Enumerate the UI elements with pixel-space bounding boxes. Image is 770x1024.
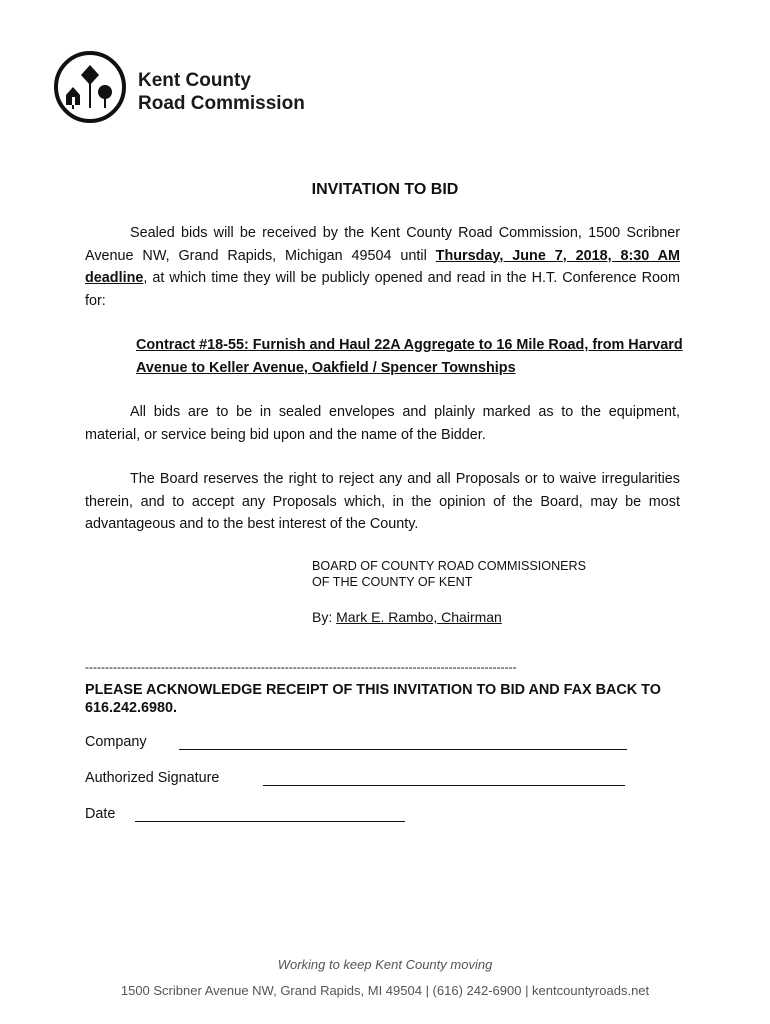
authorized-signature-label: Authorized Signature (85, 770, 220, 786)
footer-address: 1500 Scribner Avenue NW, Grand Rapids, MI 49504 | (616) 242-6900 | kentcountyroads.net (120, 983, 650, 998)
contract-title: Contract #18-55: Furnish and Haul 22A Aggregate to 16 Mile Road, from Harvard Avenue to Keller Avenue, Oakfield / Spencer Townships (136, 337, 683, 376)
by-label: By: (312, 609, 337, 625)
separator-line: ------------------------------------------------------------------------------------------------------------ (85, 660, 517, 674)
organization-name (138, 69, 305, 115)
para1-text-after: , at which time they will be publicly opened and read in the H.T. Conference Room for: (85, 270, 680, 309)
document-title: INVITATION TO BID (311, 181, 459, 198)
date-field[interactable] (135, 821, 405, 822)
date-label: Date (85, 806, 116, 822)
board-line-1: BOARD OF COUNTY ROAD COMMISSIONERS (312, 559, 587, 573)
footer-tagline: Working to keep Kent County moving (277, 957, 493, 972)
org-line-1: Kent County (138, 70, 251, 91)
company-field[interactable] (179, 749, 627, 750)
signed-by (312, 609, 502, 625)
kent-county-logo-icon (53, 50, 127, 124)
authorized-signature-field[interactable] (263, 785, 625, 786)
board-signature-block (312, 558, 586, 590)
chairman-name: Mark E. Rambo, Chairman (336, 609, 502, 625)
paragraph-board-rights (85, 468, 680, 536)
paragraph-envelopes (85, 401, 680, 446)
paragraph-bid-intro (85, 222, 680, 312)
company-label: Company (85, 734, 147, 750)
para2-text: All bids are to be in sealed envelopes and plainly marked as to the equipment, material, or service being bid upon and the name of the Bidder. (85, 404, 680, 443)
acknowledge-instruction: PLEASE ACKNOWLEDGE RECEIPT OF THIS INVITATION TO BID AND FAX BACK TO 616.242.6980. (85, 682, 661, 716)
bid-deadline: Thursday, June 7, 2018, 8:30 AM deadline (85, 247, 680, 286)
board-line-2: OF THE COUNTY OF KENT (312, 575, 473, 589)
para3-text: The Board reserves the right to reject any and all Proposals or to waive irregularities therein, and to accept any Proposals which, in the opinion of the Board, may be most advantageous and to the best interest of the County. (85, 471, 680, 532)
para1-text-before: Sealed bids will be received by the Kent County Road Commission, 1500 Scribner Avenue NW, Grand Rapids, Michigan 49504 until (85, 225, 680, 264)
org-line-2: Road Commission (138, 93, 305, 114)
